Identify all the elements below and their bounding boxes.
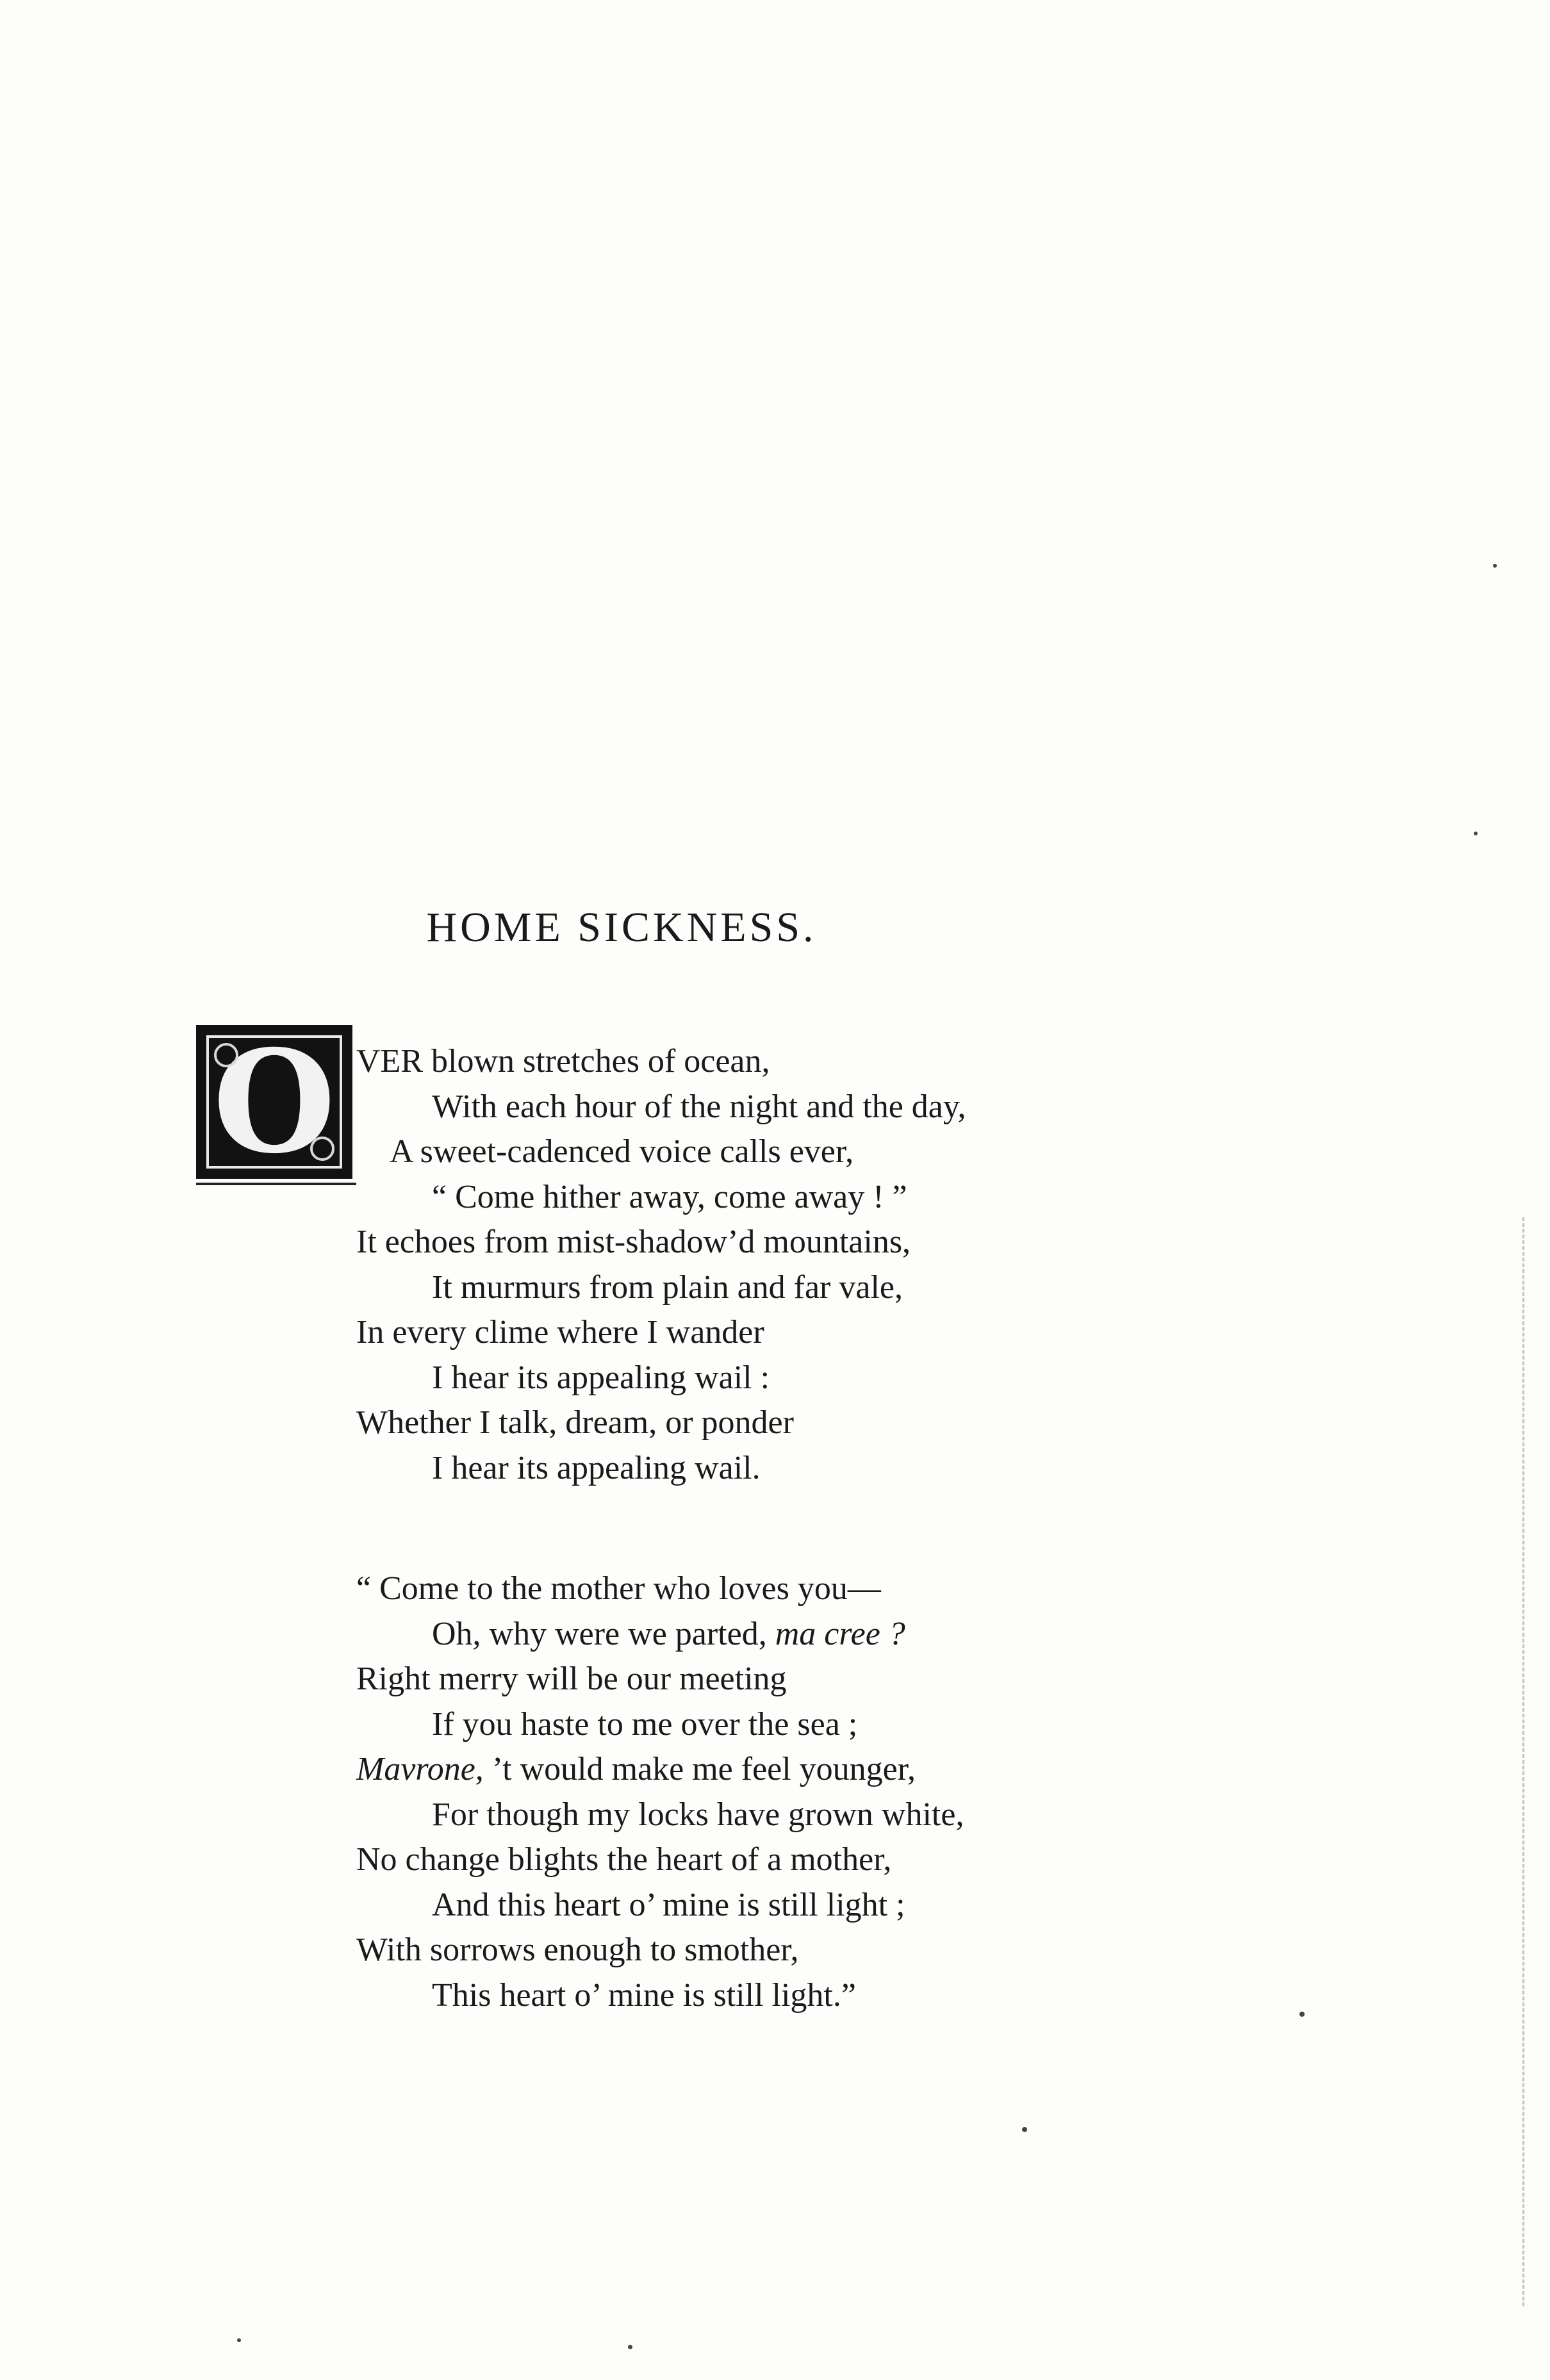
- stanza2-line-5-text: ’t would make me feel younger,: [491, 1751, 916, 1787]
- drop-cap-letter: O: [213, 1025, 336, 1179]
- poem-body: [356, 1039, 966, 2018]
- stanza1-line-3: A sweet-cadenced voice calls ever,: [390, 1133, 854, 1170]
- stanza1-line-10: I hear its appealing wail.: [432, 1449, 761, 1486]
- print-speck: [1299, 2012, 1305, 2017]
- page-edge-shadow: [1519, 1217, 1524, 2306]
- print-speck: [1022, 2127, 1027, 2132]
- stanza1-line-4: “ Come hither away, come away ! ”: [432, 1178, 907, 1215]
- stanza2-line-5: [356, 1747, 966, 1793]
- print-speck: [628, 2345, 632, 2349]
- stanza2-line-2: [356, 1612, 966, 1657]
- stanza1-line-8: I hear its appealing wail :: [432, 1359, 770, 1396]
- print-speck: [1474, 832, 1478, 835]
- stanza1-line-6: It murmurs from plain and far vale,: [432, 1268, 903, 1306]
- ornamental-drop-cap: [196, 1025, 352, 1179]
- stanza2-line-2-text: Oh, why were we parted,: [432, 1615, 767, 1652]
- stanza1-line-9: Whether I talk, dream, or ponder: [356, 1404, 794, 1441]
- stanza2-line-1: “ Come to the mother who loves you—: [356, 1570, 881, 1607]
- drop-cap-underline: [196, 1183, 356, 1185]
- print-speck: [1493, 564, 1497, 568]
- flourish-icon: [310, 1137, 334, 1161]
- stanza2-line-6: For though my locks have grown white,: [432, 1796, 964, 1833]
- stanza1-line-1: VER blown stretches of ocean,: [356, 1043, 770, 1079]
- flourish-icon: [214, 1043, 238, 1067]
- stanza2-line-8: And this heart o’ mine is still light ;: [432, 1886, 905, 1923]
- stanza1-line-2: With each hour of the night and the day,: [432, 1088, 966, 1125]
- stanza2-line-9: With sorrows enough to smother,: [356, 1932, 799, 1968]
- stanza1-line-7: In every clime where I wander: [356, 1314, 764, 1350]
- stanza2-line-7: No change blights the heart of a mother,: [356, 1841, 892, 1878]
- print-speck: [237, 2338, 241, 2342]
- italic-mavrone: Mavrone,: [356, 1751, 484, 1787]
- stanza2-line-3: Right merry will be our meeting: [356, 1661, 787, 1697]
- stanza2-line-4: If you haste to me over the sea ;: [432, 1705, 858, 1743]
- italic-ma-cree: ma cree ?: [775, 1615, 905, 1652]
- stanza-break: [356, 1491, 966, 1566]
- stanza2-line-10: This heart o’ mine is still light.”: [432, 1976, 856, 2014]
- poem-title: HOME SICKNESS.: [426, 904, 817, 951]
- stanza1-line-5: It echoes from mist-shadow’d mountains,: [356, 1224, 911, 1260]
